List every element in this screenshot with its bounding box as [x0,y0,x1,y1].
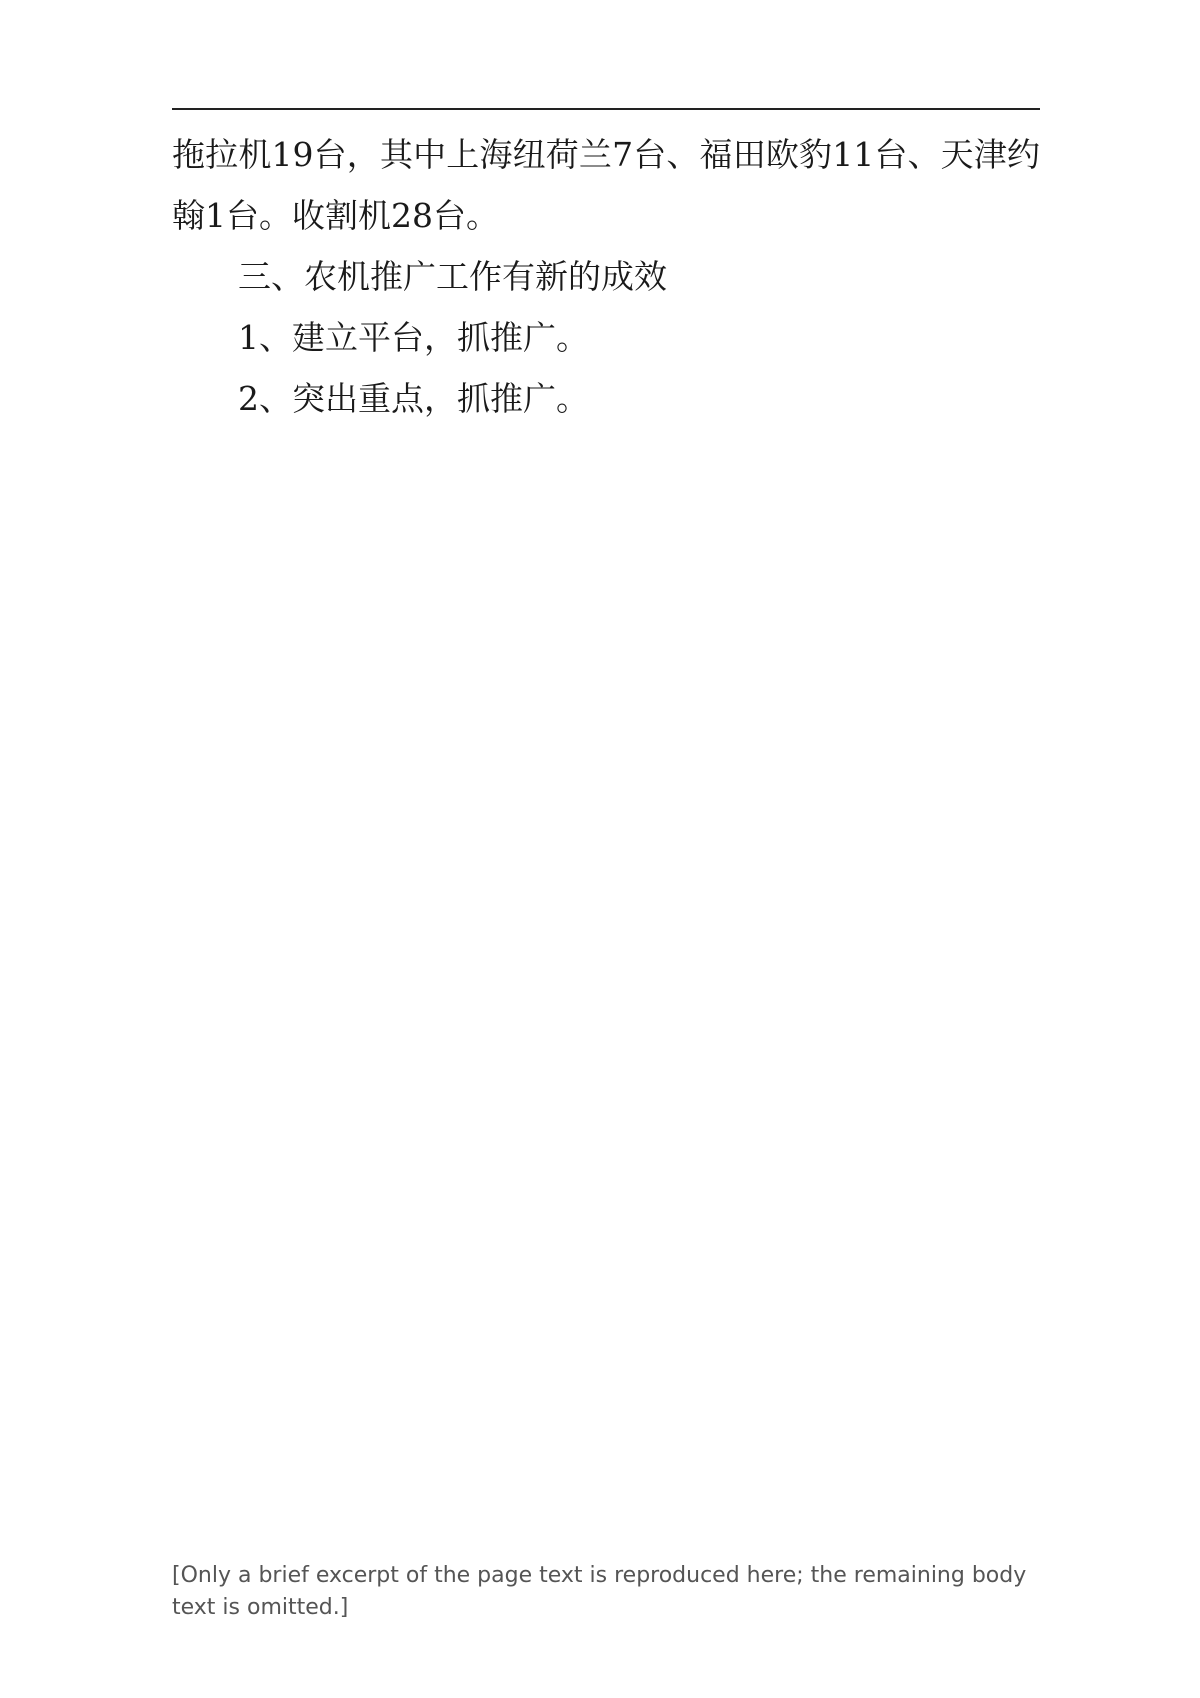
document-body [172,124,1040,429]
excerpt-note: [Only a brief excerpt of the page text is reproduced here; the remaining body text is omitted.] [172,1563,1027,1620]
item-1-paragraph: 1、建立平台，抓推广。 [238,318,589,357]
section-heading: 三、农机推广工作有新的成效 [238,257,667,296]
opening-paragraph: 拖拉机19台，其中上海纽荷兰7台、福田欧豹11台、天津约翰1台。收割机28台。 [172,135,1040,235]
item-2-paragraph: 2、突出重点，抓推广。 [238,379,589,418]
header-rule [172,108,1040,110]
